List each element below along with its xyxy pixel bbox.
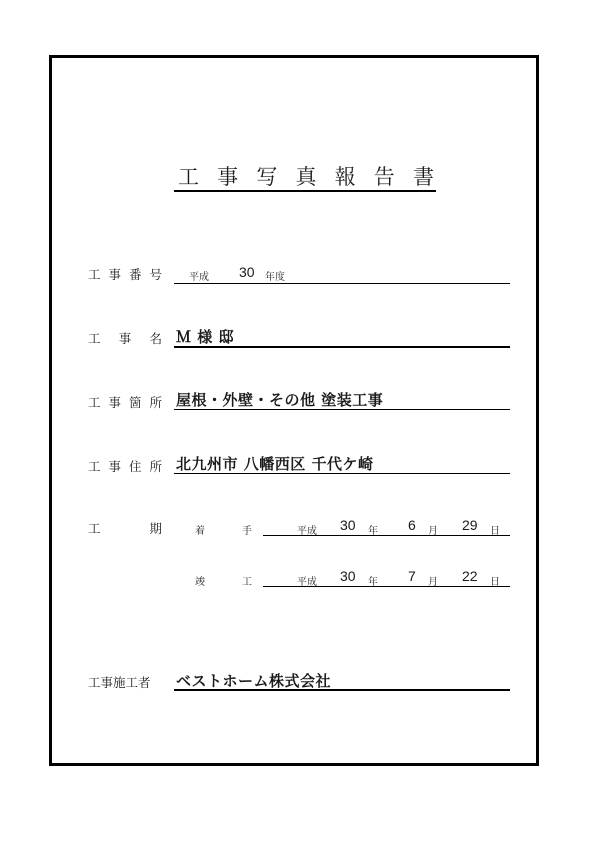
- number-underline: [174, 270, 510, 284]
- title-char: 工: [178, 165, 199, 189]
- title-char: 真: [295, 165, 317, 189]
- number-era: 平成: [189, 272, 209, 283]
- title-char: 告: [373, 165, 395, 189]
- construction-location-label: 工 事 箇 所: [88, 395, 162, 410]
- end-label-char: 竣: [195, 577, 205, 588]
- construction-number-label: 工 事 番 号: [88, 267, 162, 282]
- end-day-unit: 日: [490, 577, 500, 588]
- construction-address-label: 工 事 住 所: [88, 459, 162, 474]
- address-underline: [174, 460, 510, 474]
- title-char: 事: [217, 165, 239, 189]
- start-year-unit: 年: [368, 526, 378, 537]
- construction-name-label: 工 事 名: [88, 331, 162, 346]
- title-char: 写: [256, 165, 278, 189]
- end-year-unit: 年: [368, 577, 378, 588]
- contractor-label: 工事施工者: [88, 675, 151, 690]
- end-era: 平成: [297, 577, 317, 588]
- end-month: 7: [408, 568, 416, 584]
- start-year: 30: [340, 517, 356, 533]
- start-label-char: 着: [195, 526, 205, 537]
- contractor-value: ベストホーム株式会社: [176, 672, 332, 690]
- construction-name-value: Ｍ 様 邸: [176, 328, 234, 346]
- start-underline: [263, 522, 510, 536]
- title-char: 書: [412, 165, 434, 189]
- title-char: 報: [334, 165, 356, 189]
- contractor-underline: [174, 675, 510, 691]
- start-month: 6: [408, 517, 416, 533]
- start-month-unit: 月: [428, 526, 438, 537]
- start-day-unit: 日: [490, 526, 500, 537]
- start-era: 平成: [297, 526, 317, 537]
- construction-address-value: 北九州市 八幡西区 千代ケ崎: [176, 455, 374, 473]
- end-underline: [263, 573, 510, 587]
- number-year-suffix: 年度: [265, 272, 285, 283]
- construction-period-label: 工 期: [88, 521, 162, 536]
- start-label-char: 手: [242, 526, 252, 537]
- end-month-unit: 月: [428, 577, 438, 588]
- end-year: 30: [340, 568, 356, 584]
- end-label-char: 工: [242, 577, 252, 588]
- start-day: 29: [462, 517, 478, 533]
- number-year: 30: [239, 264, 255, 280]
- construction-location-value: 屋根・外壁・その他 塗装工事: [176, 391, 384, 409]
- name-underline: [174, 332, 510, 348]
- location-underline: [174, 396, 510, 410]
- end-day: 22: [462, 568, 478, 584]
- document-title: [174, 162, 436, 192]
